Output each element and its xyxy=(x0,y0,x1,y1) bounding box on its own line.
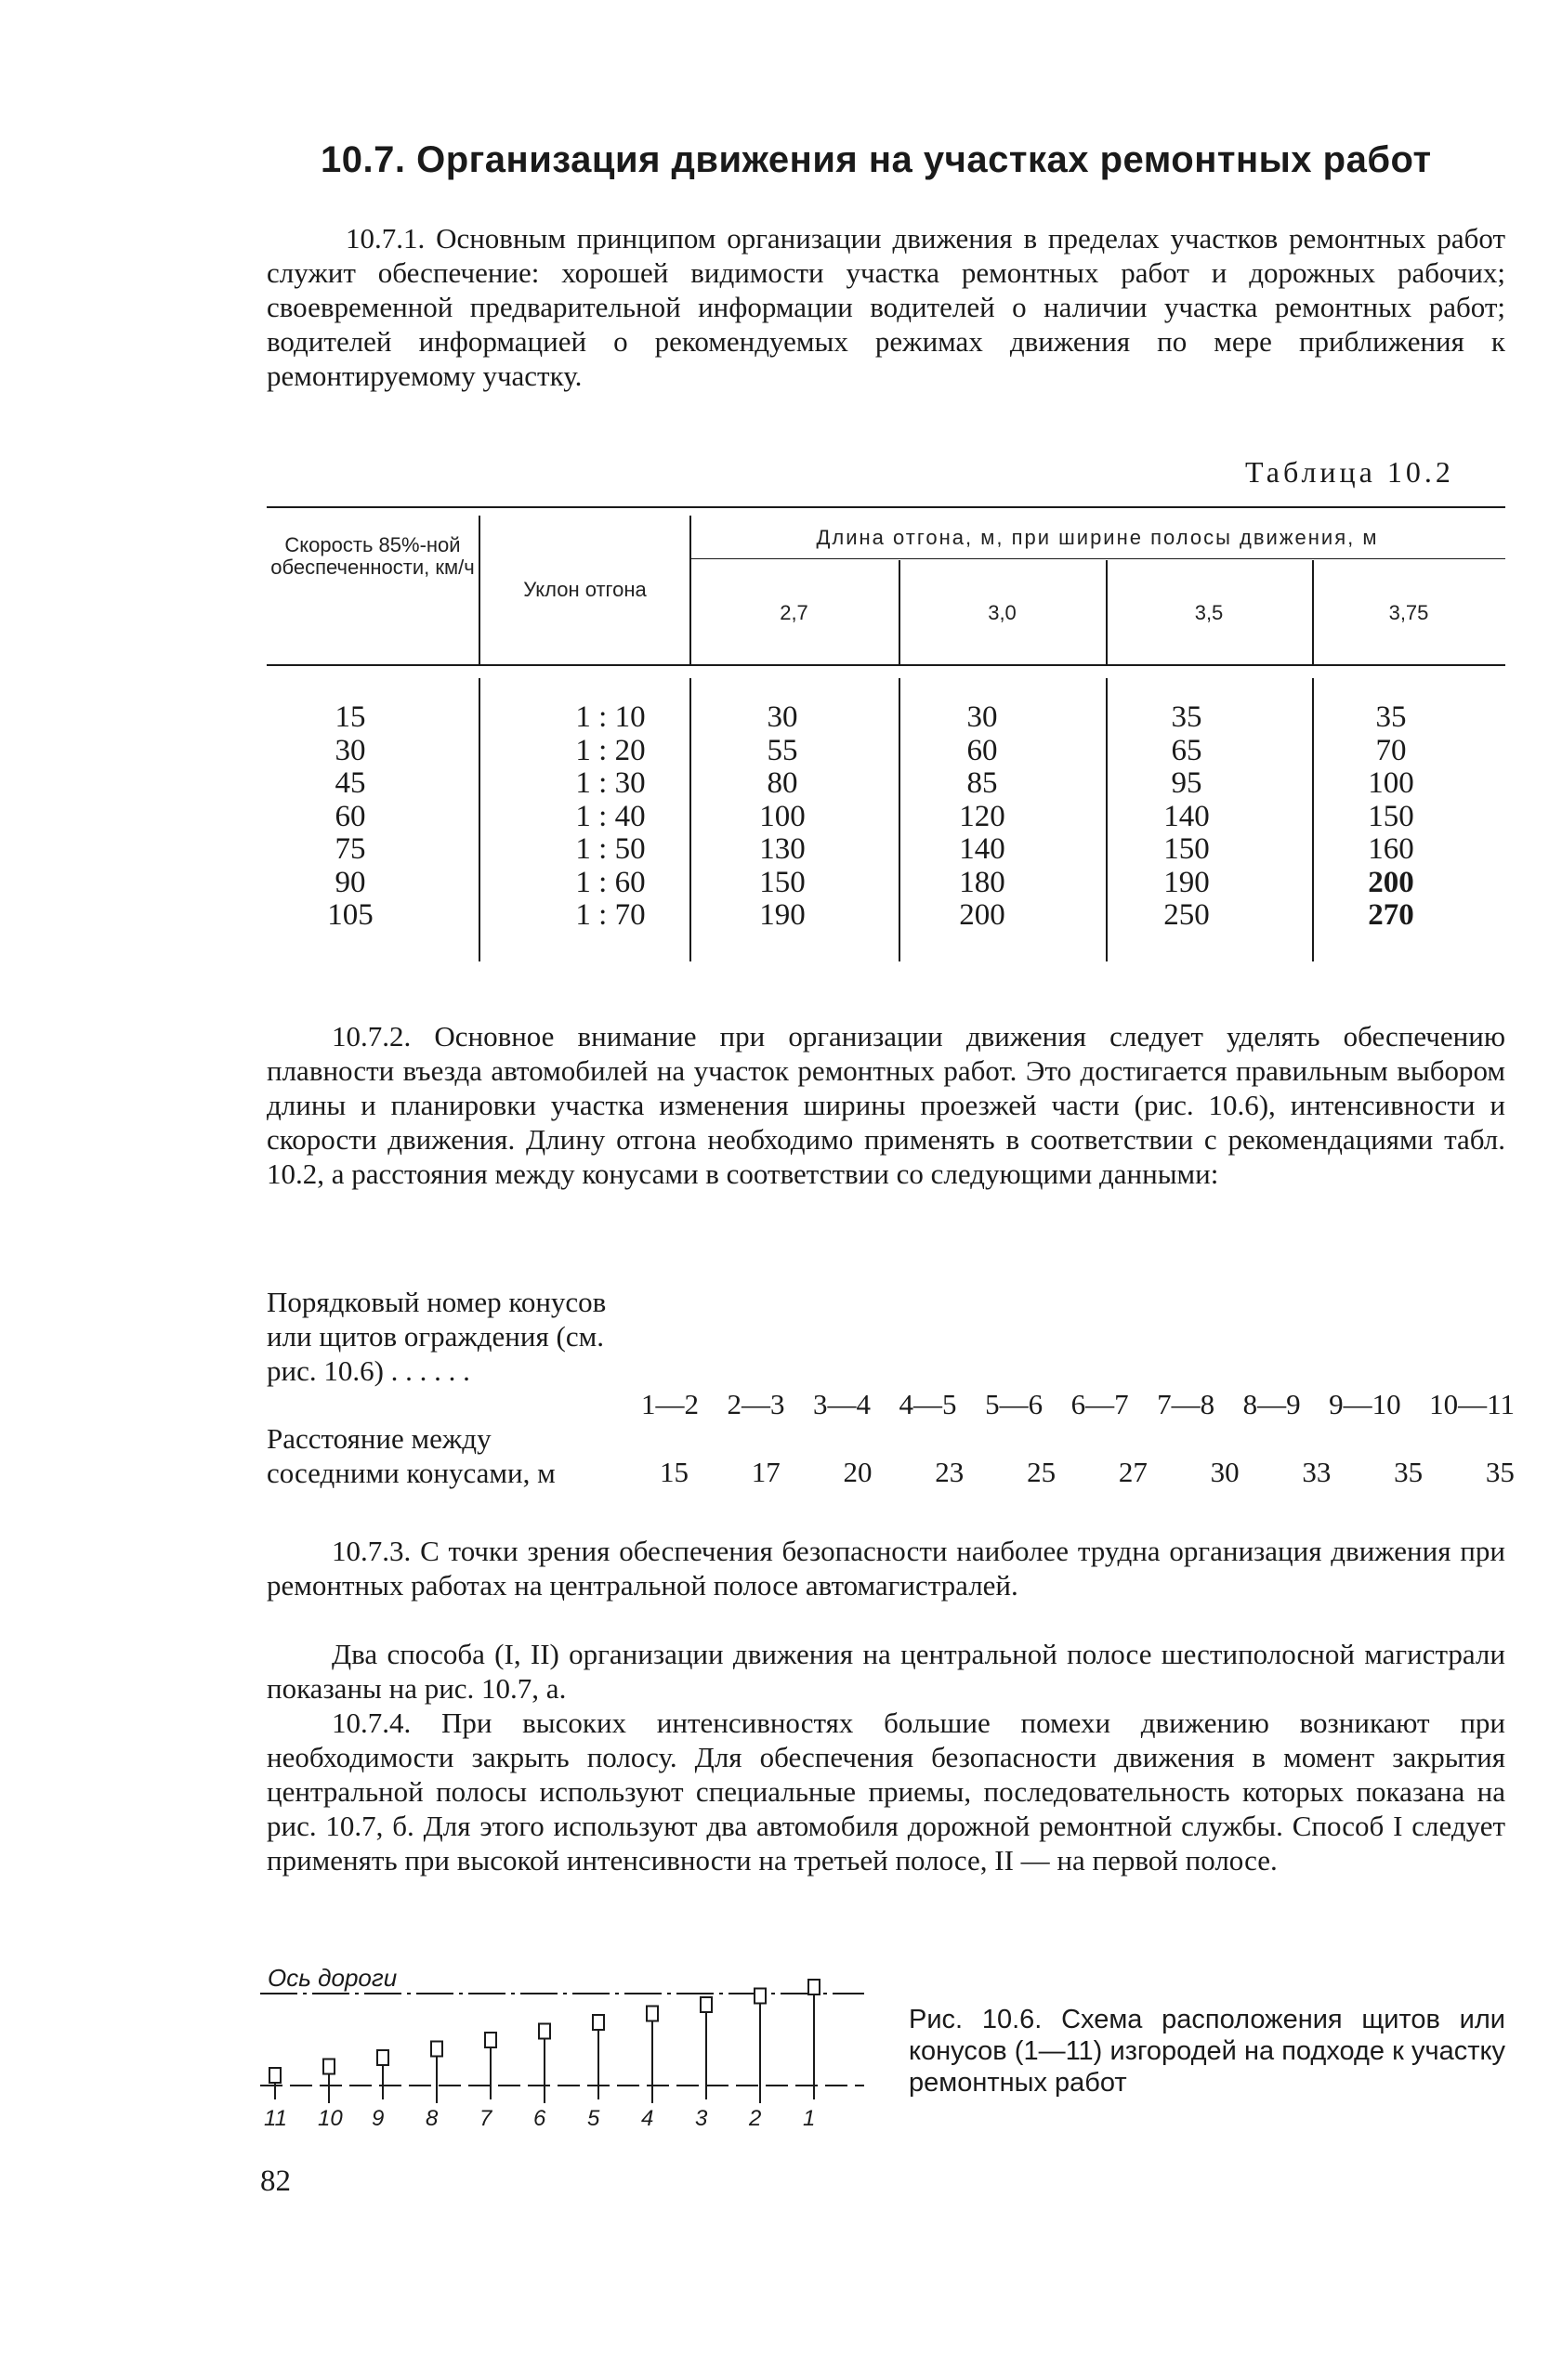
cone-distance: 15 xyxy=(660,1456,689,1488)
cone-number-label: 10 xyxy=(318,2106,343,2131)
table-cell: 60 xyxy=(335,799,366,833)
table-cell: 85 xyxy=(966,766,998,800)
table-cell: 180 xyxy=(959,865,1005,899)
table-cell: 75 xyxy=(335,832,366,866)
cone-distance: 30 xyxy=(1210,1456,1240,1488)
header-width-2-7: 2,7 xyxy=(780,601,808,624)
cone-distances-row xyxy=(641,1456,1515,1489)
cone-sign xyxy=(485,2033,496,2047)
paragraph-methods: Два способа (I, II) организации движения на центральной полосе шестиполосной магистрали показаны на рис. 10.7, а. xyxy=(267,1638,1505,1705)
cone-sign xyxy=(593,2015,604,2030)
road-axis-label: Ось дороги xyxy=(268,1964,398,1992)
cone-sign xyxy=(647,2007,658,2021)
cone-pair: 3—4 xyxy=(813,1388,872,1420)
table-cell: 30 xyxy=(966,700,998,734)
header-slope: Уклон отгона xyxy=(523,578,647,601)
cone-pairs-row xyxy=(641,1388,1515,1421)
page-number: 82 xyxy=(260,2164,291,2198)
cone-distance: 25 xyxy=(1027,1456,1057,1488)
header-width-3-5: 3,5 xyxy=(1194,601,1224,624)
cone-distance: 35 xyxy=(1485,1456,1515,1488)
cone-distance: 27 xyxy=(1118,1456,1148,1488)
cone-number-label: 2 xyxy=(749,2106,762,2131)
speed-table xyxy=(267,506,1505,971)
table-cell: 60 xyxy=(966,733,998,767)
cone-distance: 23 xyxy=(935,1456,965,1488)
cone-number-label: 11 xyxy=(264,2106,287,2131)
table-cell: 45 xyxy=(335,766,366,800)
table-cell: 1 : 40 xyxy=(575,799,646,833)
table-cell: 35 xyxy=(1375,700,1407,734)
table-cell: 1 : 70 xyxy=(575,898,646,932)
table-cell: 200 xyxy=(959,898,1005,932)
table-cell: 100 xyxy=(759,799,806,833)
cone-sign xyxy=(269,2068,281,2083)
column-2-7 xyxy=(736,701,829,933)
paragraph-10-7-1: 10.7.1. Основным принципом организации движения в пределах участков ремонтных работ служит обеспечение: хорошей видимости участка ремонтных работ и дорожных рабочих; своевременной предварительной информации водителей о наличии участка ремонтных работ; водителей информацией о рекомендуемых режимах движения по мере приближения к ремонтируемому участку. xyxy=(267,222,1505,392)
column-slope xyxy=(545,701,676,933)
table-caption: Таблица 10.2 xyxy=(1245,455,1454,489)
cone-distance: 33 xyxy=(1302,1456,1332,1488)
cone-distance: 20 xyxy=(843,1456,873,1488)
table-cell: 150 xyxy=(1163,832,1210,866)
cone-pair: 4—5 xyxy=(899,1388,957,1420)
header-width-3-0: 3,0 xyxy=(988,601,1017,624)
table-cell: 200 xyxy=(1368,865,1414,899)
table-cell: 140 xyxy=(959,832,1005,866)
table-cell: 15 xyxy=(335,700,366,734)
column-speed xyxy=(304,701,397,933)
table-header-rule xyxy=(267,664,1505,666)
cone-distance: 17 xyxy=(751,1456,781,1488)
cone-number-label: 5 xyxy=(587,2106,600,2131)
cone-number-label: 8 xyxy=(426,2106,439,2131)
paragraph-10-7-4: 10.7.4. При высоких интенсивностях большие помехи движению возникают при необходимости закрыть полосу. Для обеспечения безопасности движения в момент закрытия центральной полосы используют специальные приемы, последовательность которых показана на рис. 10.7, б. Для этого используют два автомобиля дорожной ремонтной службы. Способ I следует применять при высокой интенсивности на третьей полосе, II — на первой полосе. xyxy=(267,1707,1505,1877)
table-cell: 55 xyxy=(767,733,798,767)
cone-layout-diagram xyxy=(260,1960,892,2137)
column-3-5 xyxy=(1140,701,1233,933)
cone-pair: 9—10 xyxy=(1329,1388,1401,1420)
table-cell: 105 xyxy=(327,898,374,932)
cone-distance: 35 xyxy=(1394,1456,1424,1488)
cone-numbers-group xyxy=(264,2106,815,2131)
table-cell: 270 xyxy=(1368,898,1414,932)
header-speed: Скорость 85%-ной обеспеченности, км/ч xyxy=(270,533,475,579)
table-cell: 130 xyxy=(759,832,806,866)
table-cell: 30 xyxy=(335,733,366,767)
figure-caption: Рис. 10.6. Схема расположения щитов или конусов (1—11) изгородей на подходе к участку ремонтных работ xyxy=(909,2005,1505,2098)
section-heading: 10.7. Организация движения на участках ремонтных работ xyxy=(321,139,1432,180)
table-cell: 140 xyxy=(1163,799,1210,833)
cone-number-label: 9 xyxy=(372,2106,385,2131)
cone-pair: 1—2 xyxy=(641,1388,699,1420)
table-subheader-rule xyxy=(689,558,1505,559)
cone-pair: 5—6 xyxy=(985,1388,1044,1420)
table-cell: 150 xyxy=(759,865,806,899)
cone-pair: 6—7 xyxy=(1070,1388,1129,1420)
cone-distance-label: Расстояние между соседними конусами, м xyxy=(267,1422,556,1489)
header-length: Длина отгона, м, при ширине полосы движения, м xyxy=(816,526,1379,549)
table-cell: 35 xyxy=(1171,700,1202,734)
table-cell: 1 : 20 xyxy=(575,733,646,767)
cone-sign xyxy=(323,2060,335,2074)
paragraph-10-7-3: 10.7.3. С точки зрения обеспечения безопасности наиболее трудна организация движения при ремонтных работах на центральной полосе автомагистралей. xyxy=(267,1535,1505,1602)
cone-number-label: 6 xyxy=(533,2106,546,2131)
column-3-75 xyxy=(1345,701,1437,933)
table-cell: 1 : 50 xyxy=(575,832,646,866)
table-cell: 160 xyxy=(1368,832,1414,866)
cone-pair: 2—3 xyxy=(727,1388,785,1420)
cone-numbers-label: Порядковый номер конусов или щитов ограждения (см. рис. 10.6) . . . . . . xyxy=(267,1286,607,1387)
table-cell: 120 xyxy=(959,799,1005,833)
cone-sign xyxy=(755,1989,766,2004)
figure-10-6 xyxy=(260,1960,892,2137)
table-cell: 190 xyxy=(1163,865,1210,899)
table-cell: 80 xyxy=(767,766,798,800)
table-cell: 150 xyxy=(1368,799,1414,833)
table-top-rule xyxy=(267,506,1505,508)
cone-pair: 10—11 xyxy=(1429,1388,1515,1420)
table-cell: 1 : 60 xyxy=(575,865,646,899)
cone-number-label: 3 xyxy=(695,2106,708,2131)
cone-pair: 8—9 xyxy=(1242,1388,1301,1420)
paragraph-10-7-2: 10.7.2. Основное внимание при организации движения следует уделять обеспечению плавности въезда автомобилей на участок ремонтных работ. Это достигается правильным выбором длины и планировки участка изменения ширины проезжей части (рис. 10.6), интенсивности и скорости движения. Длину отгона необходимо применять в соответствии с рекомендациями табл. 10.2, а расстояния между конусами в соответствии со следующими данными: xyxy=(267,1020,1505,1190)
cone-sign xyxy=(431,2042,442,2057)
cone-number-label: 7 xyxy=(479,2106,492,2131)
cone-number-label: 4 xyxy=(641,2106,654,2131)
cone-sign xyxy=(701,1997,712,2012)
cone-number-label: 1 xyxy=(803,2106,816,2131)
cone-sign xyxy=(539,2024,550,2039)
table-cell: 1 : 10 xyxy=(575,700,646,734)
cone-pair: 7—8 xyxy=(1157,1388,1215,1420)
table-cell: 70 xyxy=(1375,733,1407,767)
table-cell: 250 xyxy=(1163,898,1210,932)
table-cell: 1 : 30 xyxy=(575,766,646,800)
header-width-3-75: 3,75 xyxy=(1388,601,1429,624)
cone-sign xyxy=(808,1980,820,1994)
table-cell: 30 xyxy=(767,700,798,734)
column-3-0 xyxy=(936,701,1029,933)
table-cell: 190 xyxy=(759,898,806,932)
cone-sign xyxy=(377,2050,388,2065)
table-cell: 100 xyxy=(1368,766,1414,800)
table-cell: 65 xyxy=(1171,733,1202,767)
table-cell: 95 xyxy=(1171,766,1202,800)
table-cell: 90 xyxy=(335,865,366,899)
